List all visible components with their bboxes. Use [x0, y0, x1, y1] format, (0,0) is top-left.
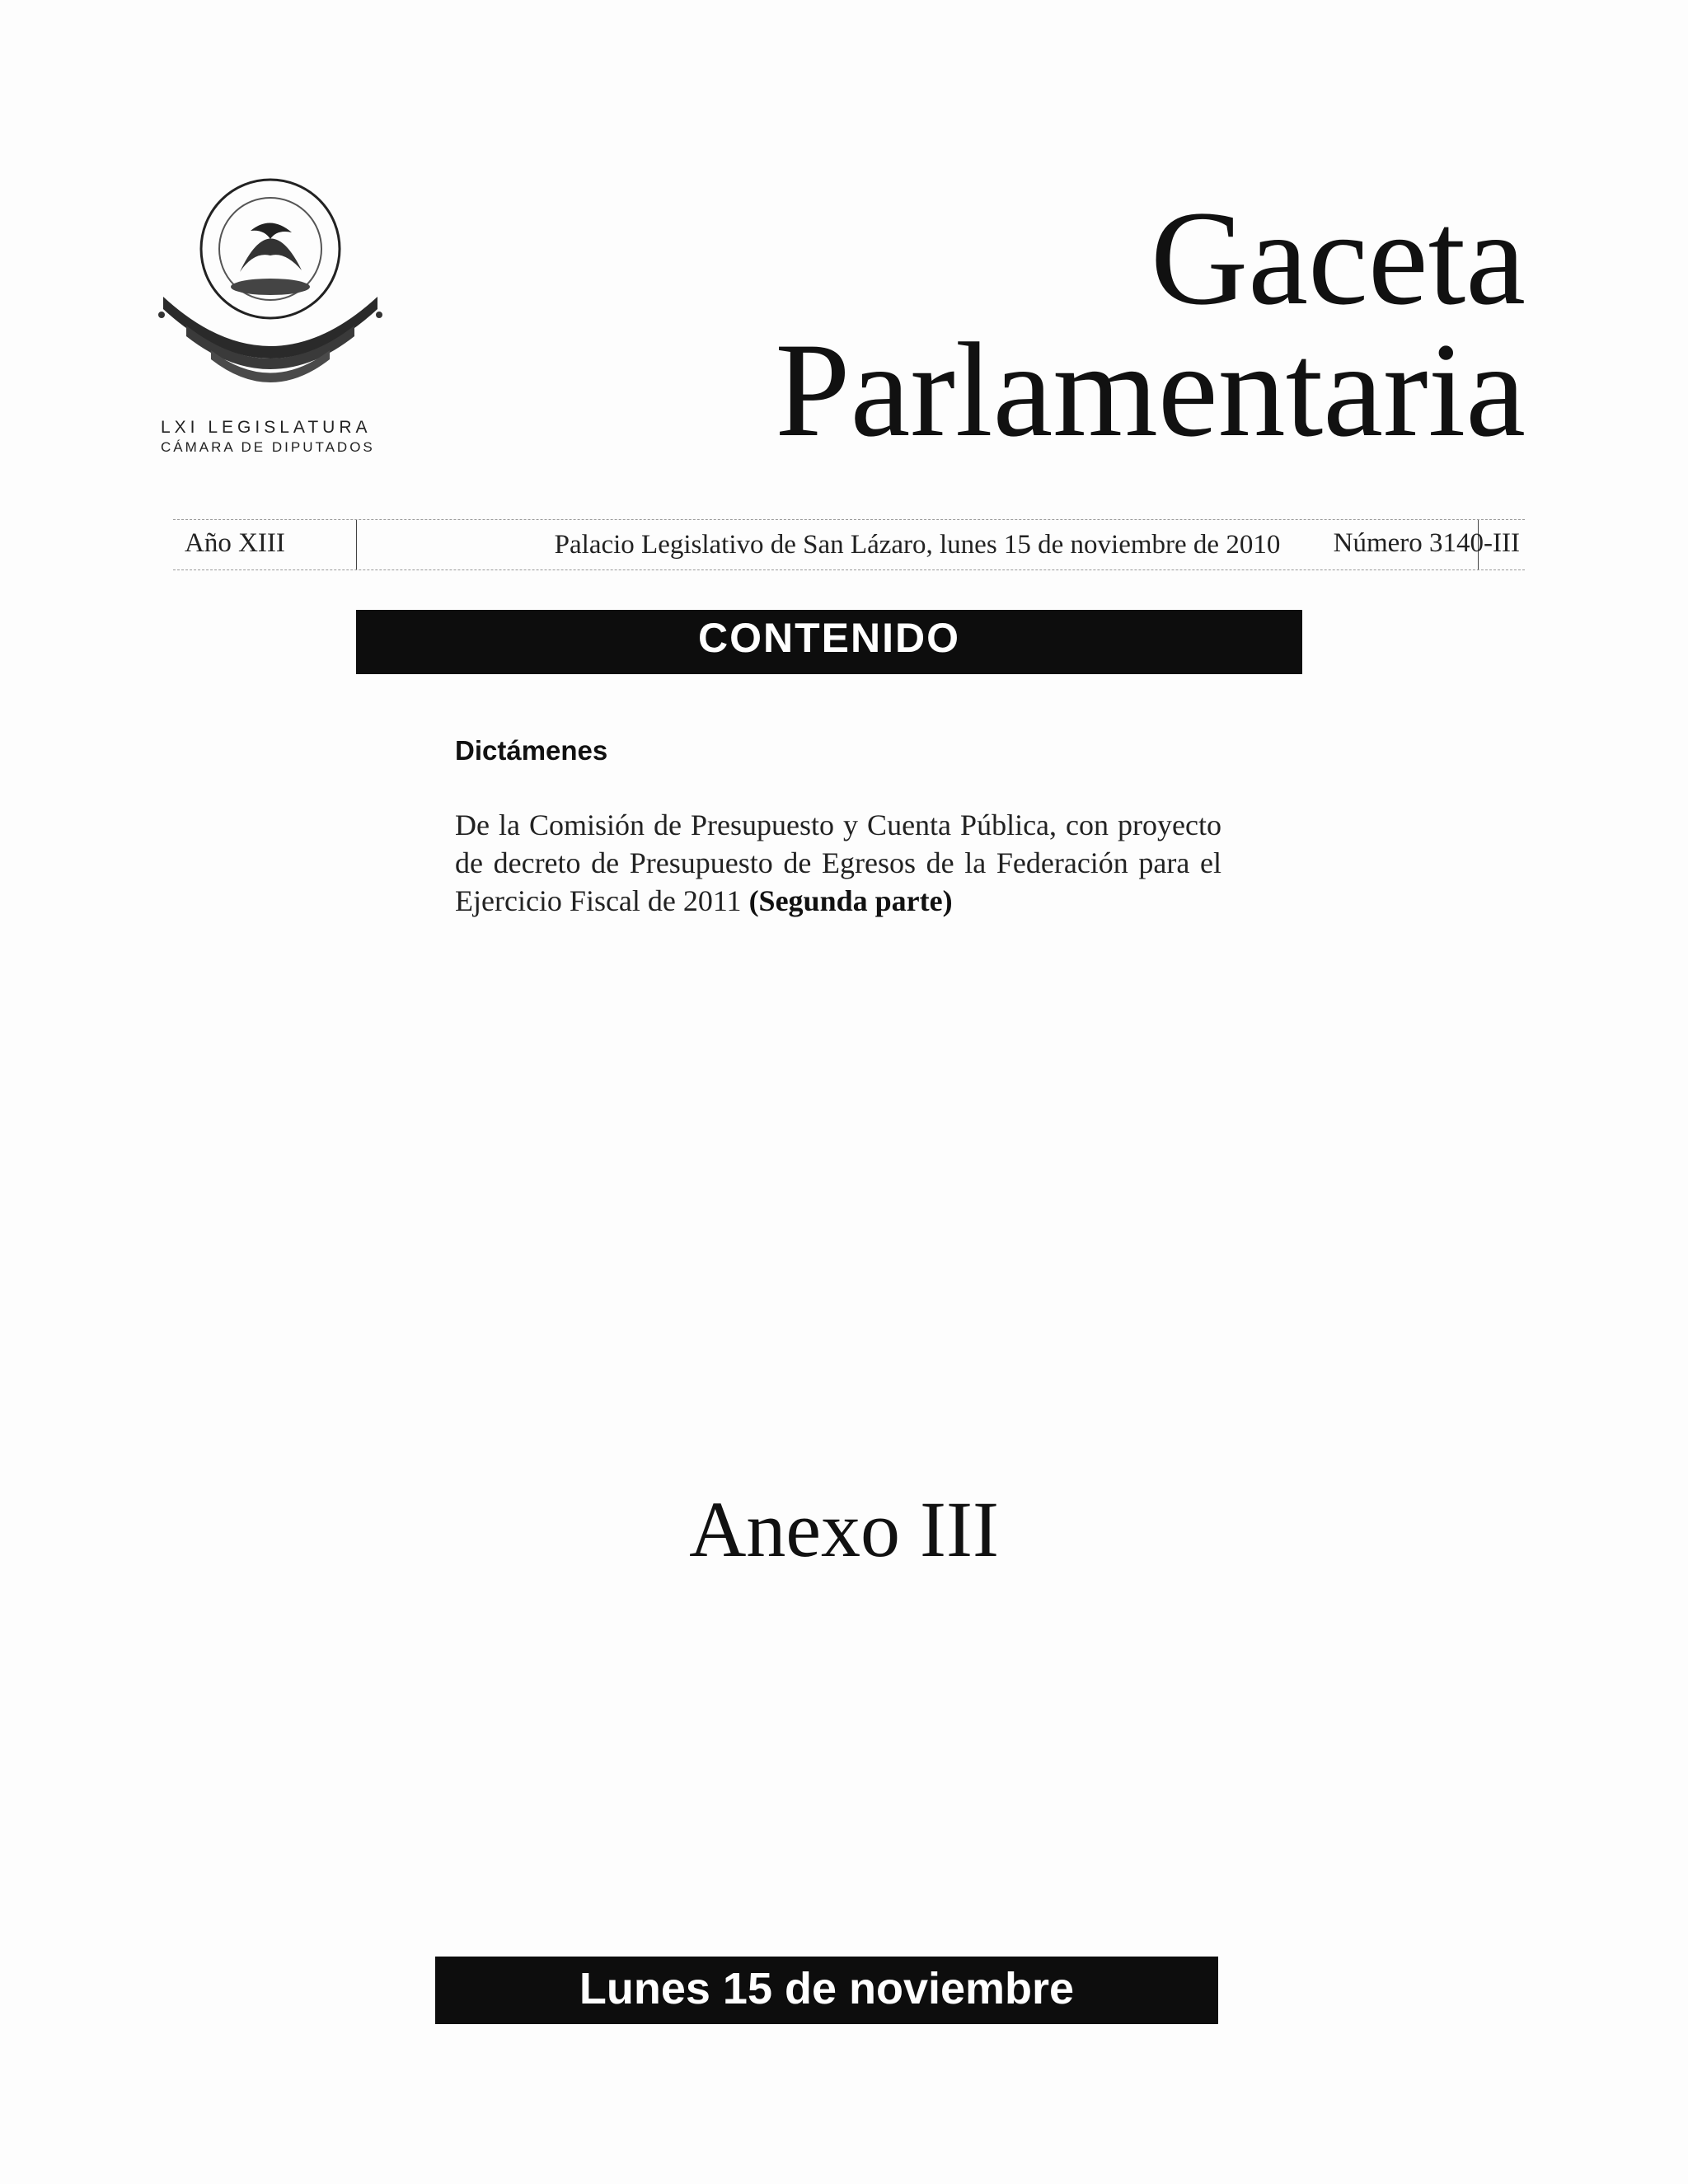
contents-item: [455, 806, 1221, 920]
issue-number: Número 3140-III: [1333, 528, 1520, 558]
issue-info-row: [173, 519, 1525, 570]
masthead-title-line1: Gaceta: [1150, 184, 1526, 333]
chamber-seal-logo: [153, 173, 387, 416]
contents-item-text: De la Comisión de Presupuesto y Cuenta Pública, con proyecto de decreto de Presupuesto de Egresos de la Federación para el Ejercicio Fiscal de 2011: [455, 808, 1221, 917]
masthead: [775, 184, 1526, 465]
contents-item-emphasis: (Segunda parte): [748, 884, 953, 917]
issue-year: Año XIII: [185, 528, 285, 558]
chamber-label: CÁMARA DE DIPUTADOS: [161, 439, 375, 455]
masthead-title-line2: Parlamentaria: [775, 316, 1526, 465]
issue-place-date: Palacio Legislativo de San Lázaro, lunes 15 de noviembre de 2010: [356, 520, 1479, 569]
legislature-label: LXI LEGISLATURA: [161, 418, 372, 437]
contents-banner: CONTENIDO: [356, 610, 1302, 674]
footer-date-banner: Lunes 15 de noviembre: [435, 1957, 1218, 2024]
section-title: Dictámenes: [455, 735, 608, 766]
annex-title: Anexo III: [689, 1485, 999, 1573]
